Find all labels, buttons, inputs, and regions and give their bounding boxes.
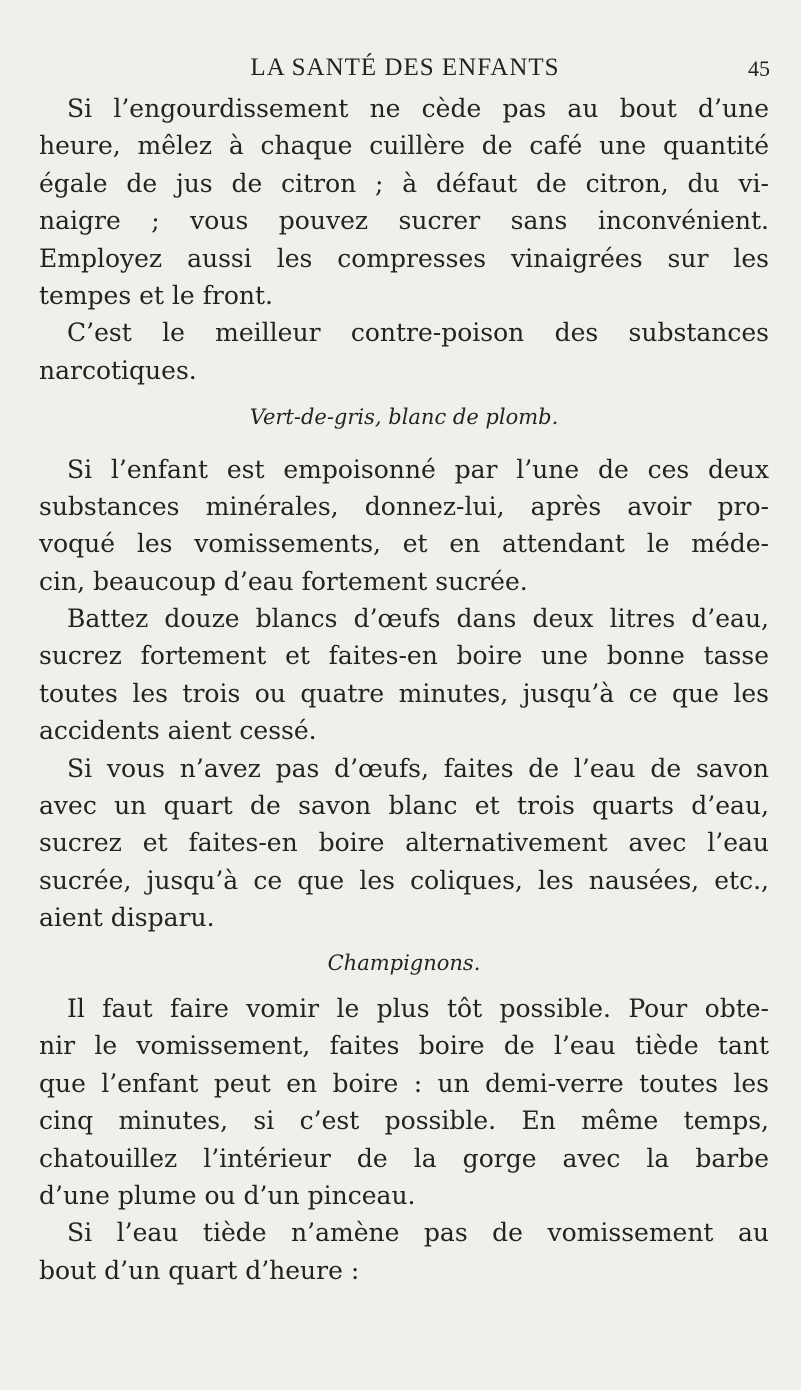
body-text	[39, 90, 769, 1289]
text-line: Si vous n’avez pas d’œufs, faites de l’eau de savon	[67, 753, 769, 783]
text-line: C’est le meilleur contre-poison des substances	[67, 318, 769, 348]
paragraph	[39, 451, 769, 601]
text-line: avec un quart de savon blanc et trois quarts d’eau,	[39, 791, 769, 821]
text-line: sucrée, jusqu’à ce que les coliques, les nausées, etc.,	[39, 865, 769, 895]
text-line: sucrez et faites-en boire alternativement avec l’eau	[39, 828, 769, 858]
text-line: sucrez fortement et faites-en boire une bonne tasse	[39, 641, 769, 671]
text-line: Battez douze blancs d’œufs dans deux litres d’eau,	[67, 604, 769, 634]
text-line: substances minérales, donnez-lui, après avoir pro-	[39, 491, 769, 521]
text-line: toutes les trois ou quatre minutes, jusqu’à ce que les	[39, 678, 769, 708]
text-line: narcotiques.	[39, 355, 197, 385]
paragraph	[39, 750, 769, 937]
section-heading-champignons: Champignons.	[327, 950, 481, 975]
text-line: nir le vomissement, faites boire de l’eau tiède tant	[39, 1031, 769, 1061]
text-line: cin, beaucoup d’eau fortement sucrée.	[39, 566, 528, 596]
text-line: Si l’engourdissement ne cède pas au bout d’une	[67, 94, 769, 123]
text-line: cinq minutes, si c’est possible. En même temps,	[39, 1106, 769, 1136]
paragraph	[39, 90, 769, 314]
section-heading-vert-de-gris: Vert-de-gris, blanc de plomb.	[249, 405, 559, 430]
text-line: chatouillez l’intérieur de la gorge avec la barbe	[39, 1143, 769, 1173]
text-line: égale de jus de citron ; à défaut de citron, du vi-	[39, 168, 769, 198]
paragraph	[39, 314, 769, 389]
text-line: d’une plume ou d’un pinceau.	[39, 1180, 416, 1210]
running-title: LA SANTÉ DES ENFANTS	[250, 54, 560, 81]
paragraph	[39, 990, 769, 1214]
page-header	[40, 54, 770, 88]
paragraph	[39, 1214, 769, 1289]
paragraph	[39, 600, 769, 750]
text-line: accidents aient cessé.	[39, 716, 317, 746]
text-line: que l’enfant peut en boire : un demi-verre toutes les	[39, 1068, 769, 1098]
text-line: Il faut faire vomir le plus tôt possible. Pour obte-	[67, 993, 769, 1023]
text-line: tempes et le front.	[39, 280, 273, 310]
text-line: voqué les vomissements, et en attendant le méde-	[39, 529, 769, 559]
text-line: Si l’eau tiède n’amène pas de vomissement au	[67, 1218, 769, 1248]
text-line: bout d’un quart d’heure :	[39, 1255, 360, 1285]
text-line: heure, mêlez à chaque cuillère de café une quantité	[39, 131, 769, 161]
text-line: aient disparu.	[39, 903, 215, 933]
text-line: Si l’enfant est empoisonné par l’une de ces deux	[67, 454, 769, 484]
page-number: 45	[748, 56, 770, 81]
text-line: naigre ; vous pouvez sucrer sans inconvénient.	[39, 206, 769, 236]
text-line: Employez aussi les compresses vinaigrées sur les	[39, 243, 769, 273]
